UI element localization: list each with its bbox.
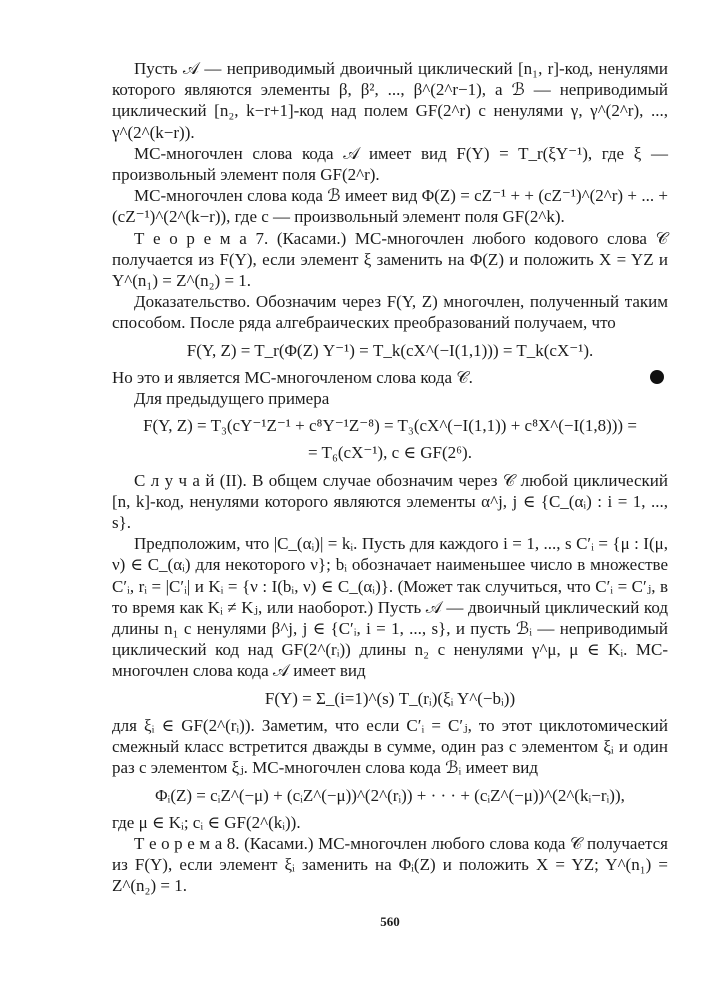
paragraph: Предположим, что |C_(αᵢ)| = kᵢ. Пусть для каждого i = 1, ..., s C′ᵢ = {μ : I(μ, ν) ∈ C_(αᵢ) для некоторого ν}; bᵢ обозначает наименьшее число в множестве C′ᵢ, rᵢ = |C′ᵢ| и Kᵢ = {ν : I(bᵢ, ν) ∈ C_(αᵢ)}. (Может так случиться, что C′ᵢ = C′ⱼ, в то время как Kᵢ ≠ Kⱼ, или наоборот.) Пусть 𝒜 — двоичный циклический код длины n₁ с ненулями β^j, j ∈ {C′ᵢ, i = 1, ..., s}, и пусть ℬᵢ — неприводимый циклический код над GF(2^(rᵢ)) длины n₂ с ненулями γ^μ, μ ∈ Kᵢ. МС-многочлен слова кода 𝒜 имеет вид [112, 534, 668, 681]
paragraph: где μ ∈ Kᵢ; cᵢ ∈ GF(2^(kᵢ)). [112, 812, 301, 832]
display-formula: = T₆(cX⁻¹), c ∈ GF(2⁶). [308, 443, 472, 463]
paragraph: Т е о р е м а 7. (Касами.) МС-многочлен любого кодового слова 𝒞 получается из F(Y), если элемент ξ заменить на Φ(Z) и положить X = YZ и Y^(n₁) = Z^(n₂) = 1. [112, 228, 668, 291]
proof-conclusion [112, 367, 668, 388]
paragraph: Доказательство. Обозначим через F(Y, Z) многочлен, полученный таким способом. После ряда алгебраических преобразований получаем, что [112, 292, 668, 333]
page [112, 58, 668, 958]
paragraph: Т е о р е м а 8. (Касами.) МС-многочлен любого слова кода 𝒞 получается из F(Y), если элемент ξᵢ заменить на Φᵢ(Z) и положить X = YZ; Y^(n₁) = Z^(n₂) = 1. [112, 833, 668, 896]
paragraph: Для предыдущего примера [134, 389, 330, 409]
page-content [112, 58, 668, 897]
display-formula: F(Y, Z) = T₃(cY⁻¹Z⁻¹ + c⁸Y⁻¹Z⁻⁸) = T₃(cX^(−I(1,1)) + c⁸X^(−I(1,8))) = [143, 416, 637, 436]
paragraph: МС-многочлен слова кода ℬ имеет вид Φ(Z) = cZ⁻¹ + + (cZ⁻¹)^(2^r) + ... + (cZ⁻¹)^(2^(k−r)), где c — произвольный элемент поля GF(2^k). [112, 186, 668, 227]
page-number: 560 [380, 913, 400, 929]
paragraph: Пусть 𝒜 — неприводимый двоичный циклический [n₁, r]-код, ненулями которого являются элементы β, β², ..., β^(2^r−1), а ℬ — неприводимый циклический [n₂, k−r+1]-код над полем GF(2^r) с ненулями γ, γ^(2^r), ..., γ^(2^(k−r)). [112, 59, 668, 142]
display-formula: F(Y) = Σ_(i=1)^(s) T_(rᵢ)(ξᵢ Y^(−bᵢ)) [264, 688, 516, 708]
paragraph: для ξᵢ ∈ GF(2^(rᵢ)). Заметим, что если C′ᵢ = C′ⱼ, то этот циклотомический смежный класс встретится дважды в сумме, один раз с элементом ξᵢ и один раз с элементом ξⱼ. МС-многочлен слова кода ℬᵢ имеет вид [112, 715, 668, 778]
paragraph: С л у ч а й (II). В общем случае обозначим через 𝒞 любой циклический [n, k]-код, ненулями которого являются элементы α^j, j ∈ {C_(αᵢ) : i = 1, ..., s}. [112, 470, 668, 533]
display-formula: Φᵢ(Z) = cᵢZ^(−μ) + (cᵢZ^(−μ))^(2^(rᵢ)) + · · · + (cᵢZ^(−μ))^(2^(kᵢ−rᵢ)), [155, 785, 625, 805]
display-formula: F(Y, Z) = T_r(Φ(Z) Y⁻¹) = T_k(cX^(−I(1,1))) = T_k(cX⁻¹). [186, 340, 594, 360]
end-of-proof-icon [650, 370, 664, 384]
proof-conclusion-text: Но это и является МС-многочленом слова кода 𝒞. [112, 367, 473, 387]
paragraph: МС-многочлен слова кода 𝒜 имеет вид F(Y) = T_r(ξY⁻¹), где ξ — произвольный элемент поля GF(2^r). [112, 143, 668, 185]
